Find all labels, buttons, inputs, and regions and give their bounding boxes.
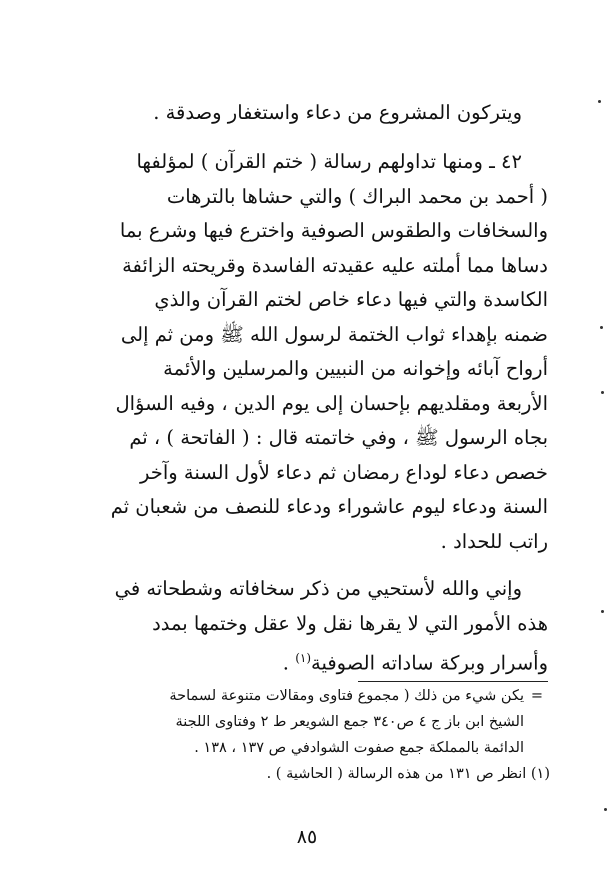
text-line — [66, 641, 548, 676]
text-line-content: وأسرار وبركة ساداته الصوفية — [311, 651, 548, 675]
intro-line — [66, 96, 548, 131]
footnote-line: الشيخ ابن باز ج ٤ ص٣٤٠ جمع الشويعر ط ٢ وفتاوى اللجنة — [175, 714, 524, 730]
text-line: السنة ودعاء ليوم عاشوراء ودعاء للنصف من شعبان ثم — [110, 495, 548, 518]
scan-speck — [600, 326, 603, 329]
text-line: هذه الأمور التي لا يقرها نقل ولا عقل وختمها بمدد — [152, 611, 548, 635]
continuation-marker: = — [530, 688, 544, 704]
closing-paragraph — [66, 572, 548, 676]
paragraph-42 — [66, 145, 548, 559]
text-line: والسخافات والطقوس الصوفية واخترع فيها وشرع بما — [119, 219, 548, 242]
text-line: ويتركون المشروع من دعاء واستغفار وصدقة . — [153, 101, 522, 124]
text-line: ٤٢ ـ ومنها تداولهم رسالة ( ختم القرآن ) لمؤلفها — [136, 150, 522, 173]
footnote-reference: (١) — [295, 651, 312, 665]
scan-speck — [601, 391, 604, 394]
scan-speck — [601, 610, 604, 613]
text-line: خصص دعاء لوداع رمضان ثم دعاء لأول السنة وآخر — [140, 460, 548, 484]
text-line: بجاه الرسول ﷺ ، وفي خاتمته قال : ( الفاتحة ) ، ثم — [129, 426, 548, 449]
page-number: ٨٥ — [296, 826, 318, 848]
scan-speck — [598, 100, 601, 103]
text-line: ( أحمد بن محمد البراك ) والتي حشاها بالترهات — [166, 184, 548, 208]
closing-period: . — [282, 651, 296, 675]
text-line: ضمنه بإهداء ثواب الختمة لرسول الله ﷺ ومن ثم إلى — [120, 322, 548, 346]
text-line: الأربعة ومقلديهم بإحسان إلى يوم الدين ، وفيه السؤال — [115, 391, 548, 415]
text-line: دساها مما أملته عليه عقيدته الفاسدة وقريحته الزائفة — [122, 253, 548, 277]
footnote-continuation — [68, 683, 550, 761]
footnote-line — [68, 683, 550, 709]
footnote-line: الدائمة بالمملكة جمع صفوت الشوادفي ص ١٣٧ ، ١٣٨ . — [194, 740, 524, 756]
footnotes — [68, 683, 550, 787]
footnote-1: (١) انظر ص ١٣١ من هذه الرسالة ( الحاشية ) . — [266, 766, 550, 782]
scan-speck — [604, 808, 607, 811]
text-line: الكاسدة والتي فيها دعاء خاص لختم القرآن والذي — [154, 288, 548, 311]
footnote-separator — [358, 681, 548, 682]
footnote-line-content: يكن شيء من ذلك ( مجموع فتاوى ومقالات متنوعة لسماحة — [169, 688, 524, 704]
text-line: وإني والله لأستحيي من ذكر سخافاته وشطحاته في — [114, 577, 522, 600]
text-line: راتب للحداد . — [440, 529, 548, 553]
text-line: أرواح آبائه وإخوانه من النبيين والمرسلين والأئمة — [163, 357, 548, 380]
